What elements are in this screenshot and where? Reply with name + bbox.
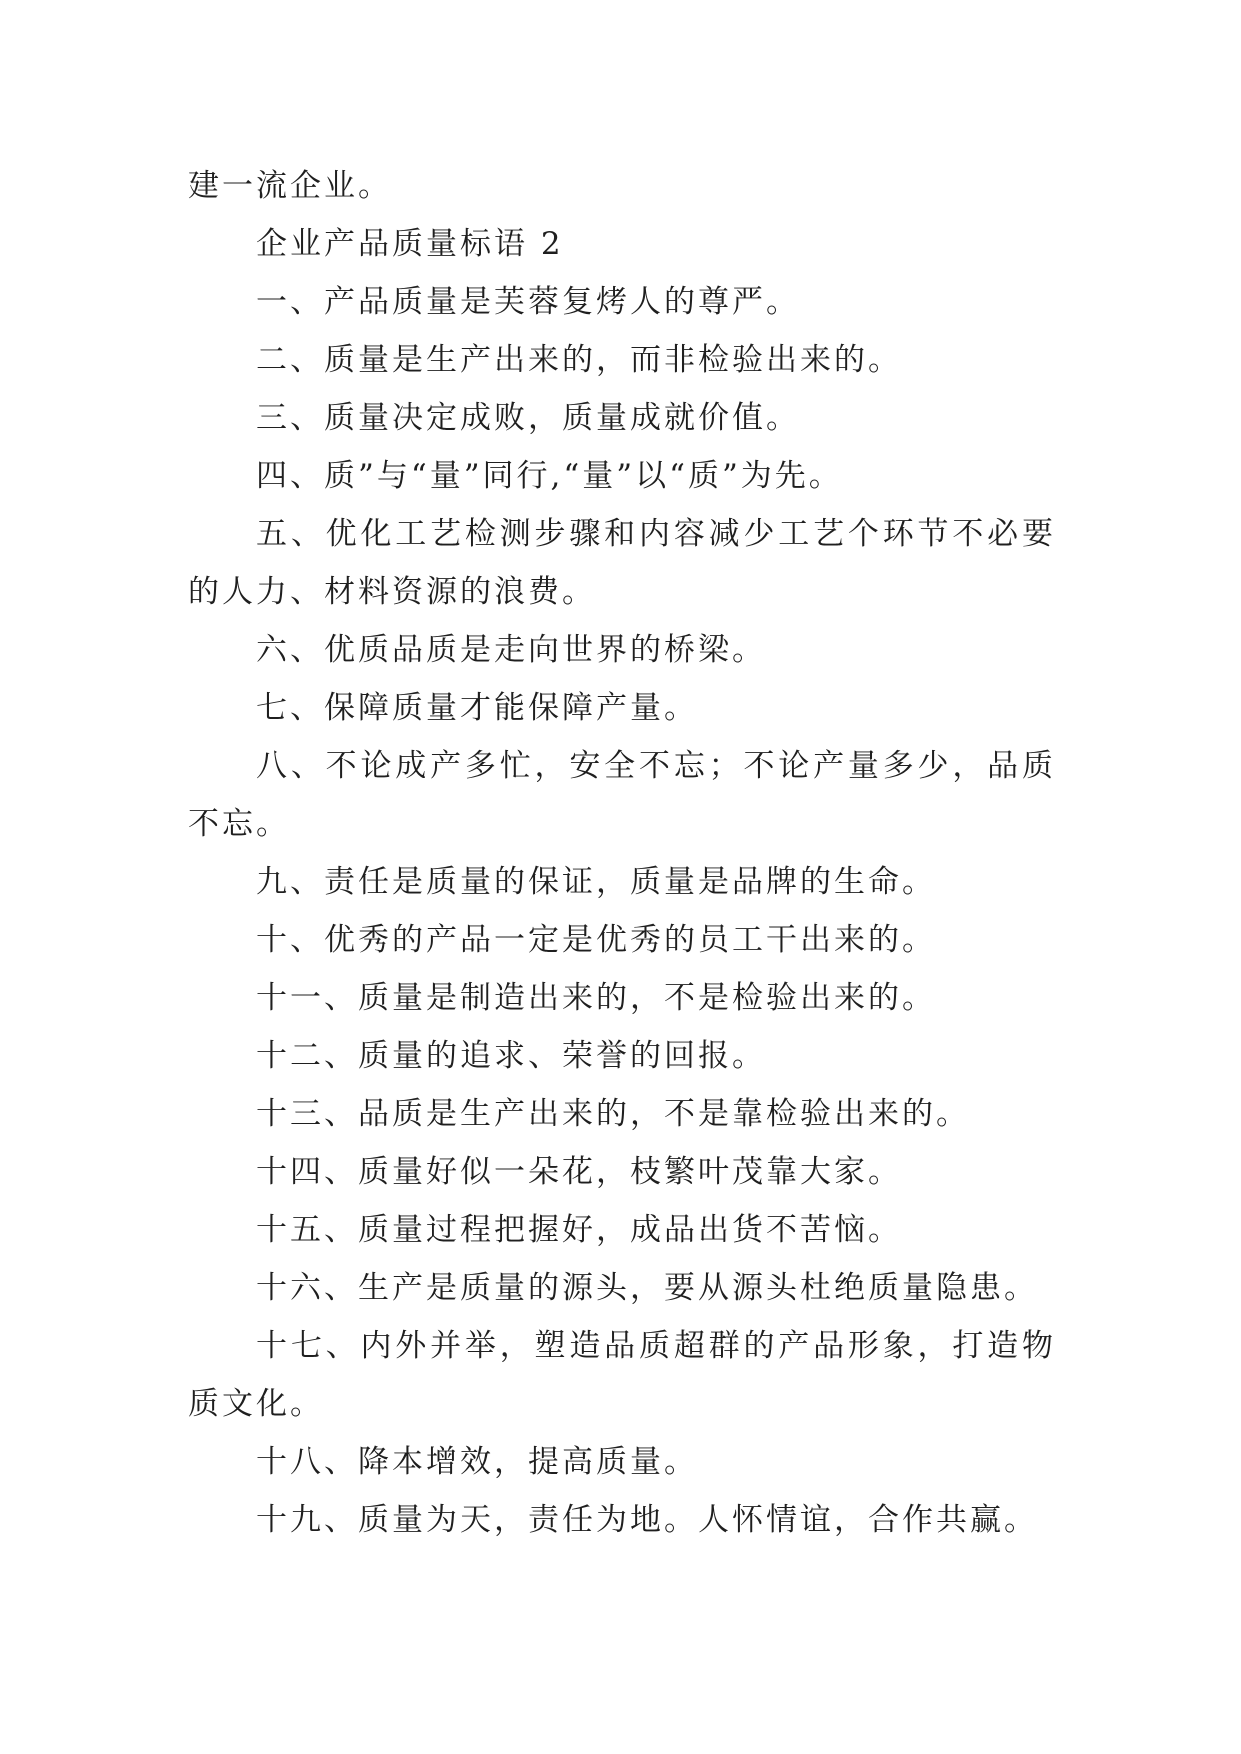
slogan-item: 十八、降本增效，提高质量。 xyxy=(256,1444,698,1480)
slogan-item: 十一、质量是制造出来的，不是检验出来的。 xyxy=(256,980,936,1016)
slogan-item: 十、优秀的产品一定是优秀的员工干出来的。 xyxy=(256,922,936,958)
slogan-item: 七、保障质量才能保障产量。 xyxy=(256,690,698,726)
slogan-item: 四、质”与“量”同行,“量”以“质”为先。 xyxy=(256,458,843,494)
slogan-item: 八、不论成产多忙，安全不忘；不论产量多少，品质不忘。 xyxy=(188,748,1056,842)
slogan-item: 十四、质量好似一朵花，枝繁叶茂靠大家。 xyxy=(256,1154,902,1190)
slogan-item: 十二、质量的追求、荣誉的回报。 xyxy=(256,1038,766,1074)
slogan-item: 十六、生产是质量的源头，要从源头杜绝质量隐患。 xyxy=(256,1270,1038,1306)
slogan-item: 一、产品质量是芙蓉复烤人的尊严。 xyxy=(256,284,800,320)
section-heading: 企业产品质量标语 2 xyxy=(256,226,564,262)
slogan-item: 二、质量是生产出来的，而非检验出来的。 xyxy=(256,342,902,378)
document-page xyxy=(188,157,1056,1549)
slogan-item: 十九、质量为天，责任为地。人怀情谊，合作共赢。 xyxy=(256,1502,1038,1538)
slogan-item: 三、质量决定成败，质量成就价值。 xyxy=(256,400,800,436)
slogan-item: 十三、品质是生产出来的，不是靠检验出来的。 xyxy=(256,1096,970,1132)
slogan-item: 六、优质品质是走向世界的桥梁。 xyxy=(256,632,766,668)
slogan-item: 九、责任是质量的保证，质量是品牌的生命。 xyxy=(256,864,936,900)
paragraph-continuation: 建一流企业。 xyxy=(188,168,392,204)
slogan-item: 十五、质量过程把握好，成品出货不苦恼。 xyxy=(256,1212,902,1248)
slogan-item: 五、优化工艺检测步骤和内容减少工艺个环节不必要的人力、材料资源的浪费。 xyxy=(188,516,1056,610)
slogan-item: 十七、内外并举，塑造品质超群的产品形象，打造物质文化。 xyxy=(188,1328,1056,1422)
